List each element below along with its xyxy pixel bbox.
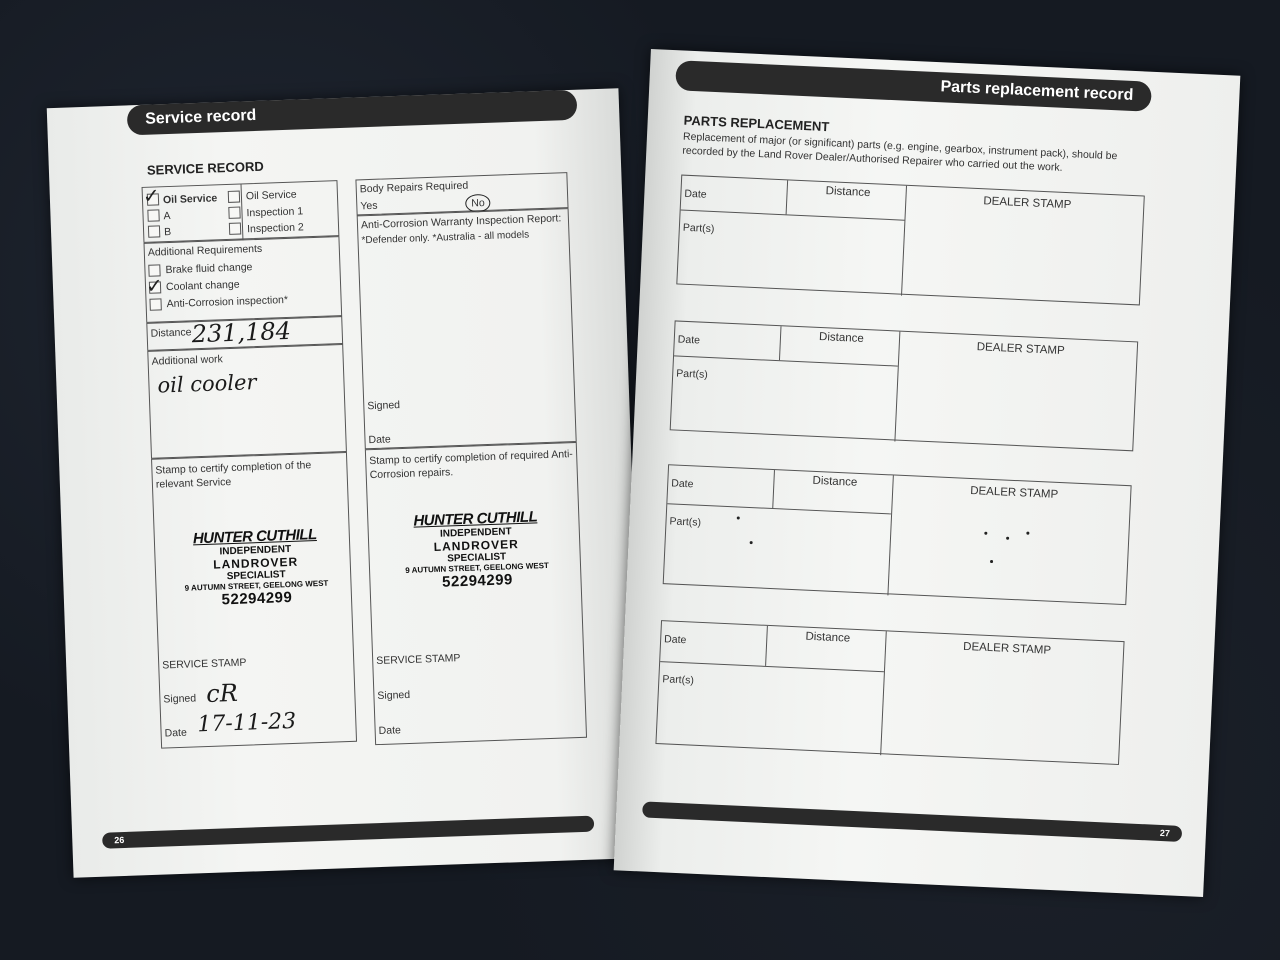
block2-dealer-stamp-label: DEALER STAMP [976,341,1065,358]
distance-label: Distance [150,326,192,340]
anti-corrosion-report-label: Anti-Corrosion Warranty Inspection Report: [360,212,562,232]
right-footer-bar [642,801,1182,841]
ink-speck [750,541,753,544]
service-stamp-label-right: SERVICE STAMP [376,652,461,668]
date-label-left: Date [164,726,188,740]
date-label-mid: Date [368,433,391,447]
anti-corrosion-report-box [357,208,577,449]
block1-distance-label: Distance [825,185,871,200]
stamp-caption-left: Stamp to certify completion of the relevant Service [155,459,312,491]
defender-note: *Defender only. *Australia - all models [361,229,530,247]
signed-label-left: Signed [163,692,197,706]
body-repairs-label: Body Repairs Required [359,179,469,196]
service-stamp-box-left [151,452,357,749]
block4-distance-label: Distance [805,630,851,645]
brake-fluid-label: Brake fluid change [165,261,253,277]
oil-service-box [142,180,340,243]
right-page [614,49,1241,897]
ink-speck [990,560,993,563]
oil-service-right-label: Oil Service [245,188,297,203]
signature-left[interactable]: cR [205,678,239,708]
oil-service-right-checkbox[interactable] [228,191,240,203]
oil-service-tick-icon: ✓ [142,183,161,208]
additional-work-box [147,344,347,459]
block2-distance-label: Distance [818,330,865,345]
stamp-line2: LANDROVER [213,554,299,572]
yes-label: Yes [360,199,378,213]
left-header-title: Service record [144,106,257,128]
stamp-phone: 52294299 [221,588,293,609]
left-footer-bar [102,816,594,849]
no-circled[interactable]: No [465,194,491,213]
block2-date-label: Date [677,333,701,347]
ink-speck [1006,537,1009,540]
oil-service-label: Oil Service [162,192,218,207]
dealer-stamp-right [390,508,563,593]
stamp-line2-2: LANDROVER [433,537,519,554]
signed-label-mid: Signed [367,399,401,413]
block3-dealer-stamp-label: DEALER STAMP [969,484,1059,501]
coolant-label: Coolant change [165,278,240,294]
stamp-brand: HUNTER CUTHILL [192,526,317,548]
block4-date-label: Date [663,633,687,647]
parts-block-4 [655,620,1124,765]
service-b-checkbox[interactable] [148,225,160,237]
inspection1-label: Inspection 1 [246,205,304,220]
distance-value[interactable]: 231,184 [191,316,292,349]
service-record-title: SERVICE RECORD [146,158,264,178]
ink-speck [1026,532,1029,535]
right-header-bar [675,60,1152,112]
parts-replacement-intro: Replacement of major (or significant) parts (e.g. engine, gearbox, instrument pack), should be recorded by the Land Rover Dealer/Authorised Repairer who carried out the work. [682,130,1118,174]
stamp-line1: INDEPENDENT [219,543,292,558]
block2-parts-label: Part(s) [675,367,708,381]
left-page [47,88,646,877]
additional-work-label: Additional work [151,353,224,368]
ink-speck [737,516,740,519]
inspection2-label: Inspection 2 [246,221,304,236]
anti-corrosion-checkbox[interactable] [149,298,161,310]
right-header-title: Parts replacement record [940,78,1134,104]
inspection1-checkbox[interactable] [228,207,240,219]
ink-speck [984,532,987,535]
additional-requirements-box [143,236,342,323]
parts-block-3 [663,464,1132,605]
block3-date-label: Date [670,477,694,491]
stamp-brand-2: HUNTER CUTHILL [413,508,538,530]
date-label-right: Date [378,724,402,738]
date-value-left[interactable]: 17-11-23 [196,708,297,738]
parts-block-2 [670,320,1139,451]
block3-parts-label: Part(s) [669,515,702,529]
additional-work-value[interactable]: oil cooler [157,370,257,398]
service-b-label: B [163,225,172,239]
stamp-caption-right: Stamp to certify completion of required Anti-Corrosion repairs. [369,448,574,482]
service-stamp-label-left: SERVICE STAMP [162,656,247,672]
left-page-number: 26 [114,834,125,846]
block1-parts-label: Part(s) [682,221,715,236]
left-header-bar [127,90,578,136]
block4-parts-label: Part(s) [662,673,695,687]
inspection2-checkbox[interactable] [229,223,241,235]
service-stamp-box-right [365,442,587,745]
anti-corrosion-label: Anti-Corrosion inspection* [166,293,289,311]
dealer-stamp-left [170,525,343,610]
service-a-checkbox[interactable] [147,209,159,221]
additional-requirements-label: Additional Requirements [147,242,263,259]
stamp-line1-2: INDEPENDENT [439,526,512,540]
parts-block-1 [676,175,1145,306]
stamp-line3: SPECIALIST [226,569,286,583]
block3-distance-label: Distance [812,474,858,489]
signed-label-right: Signed [377,688,411,703]
stamp-line4: 9 AUTUMN STREET, GEELONG WEST [184,578,329,593]
service-a-label: A [163,209,171,223]
stamp-phone-2: 52294299 [441,571,514,591]
right-page-number: 27 [1159,827,1171,839]
block1-dealer-stamp-label: DEALER STAMP [983,195,1072,212]
parts-replacement-title: PARTS REPLACEMENT [683,112,830,135]
stamp-line3-2: SPECIALIST [447,551,507,565]
coolant-tick-icon: ✓ [145,273,164,298]
stamp-line4-2: 9 AUTUMN STREET, GEELONG WEST [405,560,550,575]
block1-date-label: Date [684,187,707,201]
block4-dealer-stamp-label: DEALER STAMP [962,640,1052,657]
